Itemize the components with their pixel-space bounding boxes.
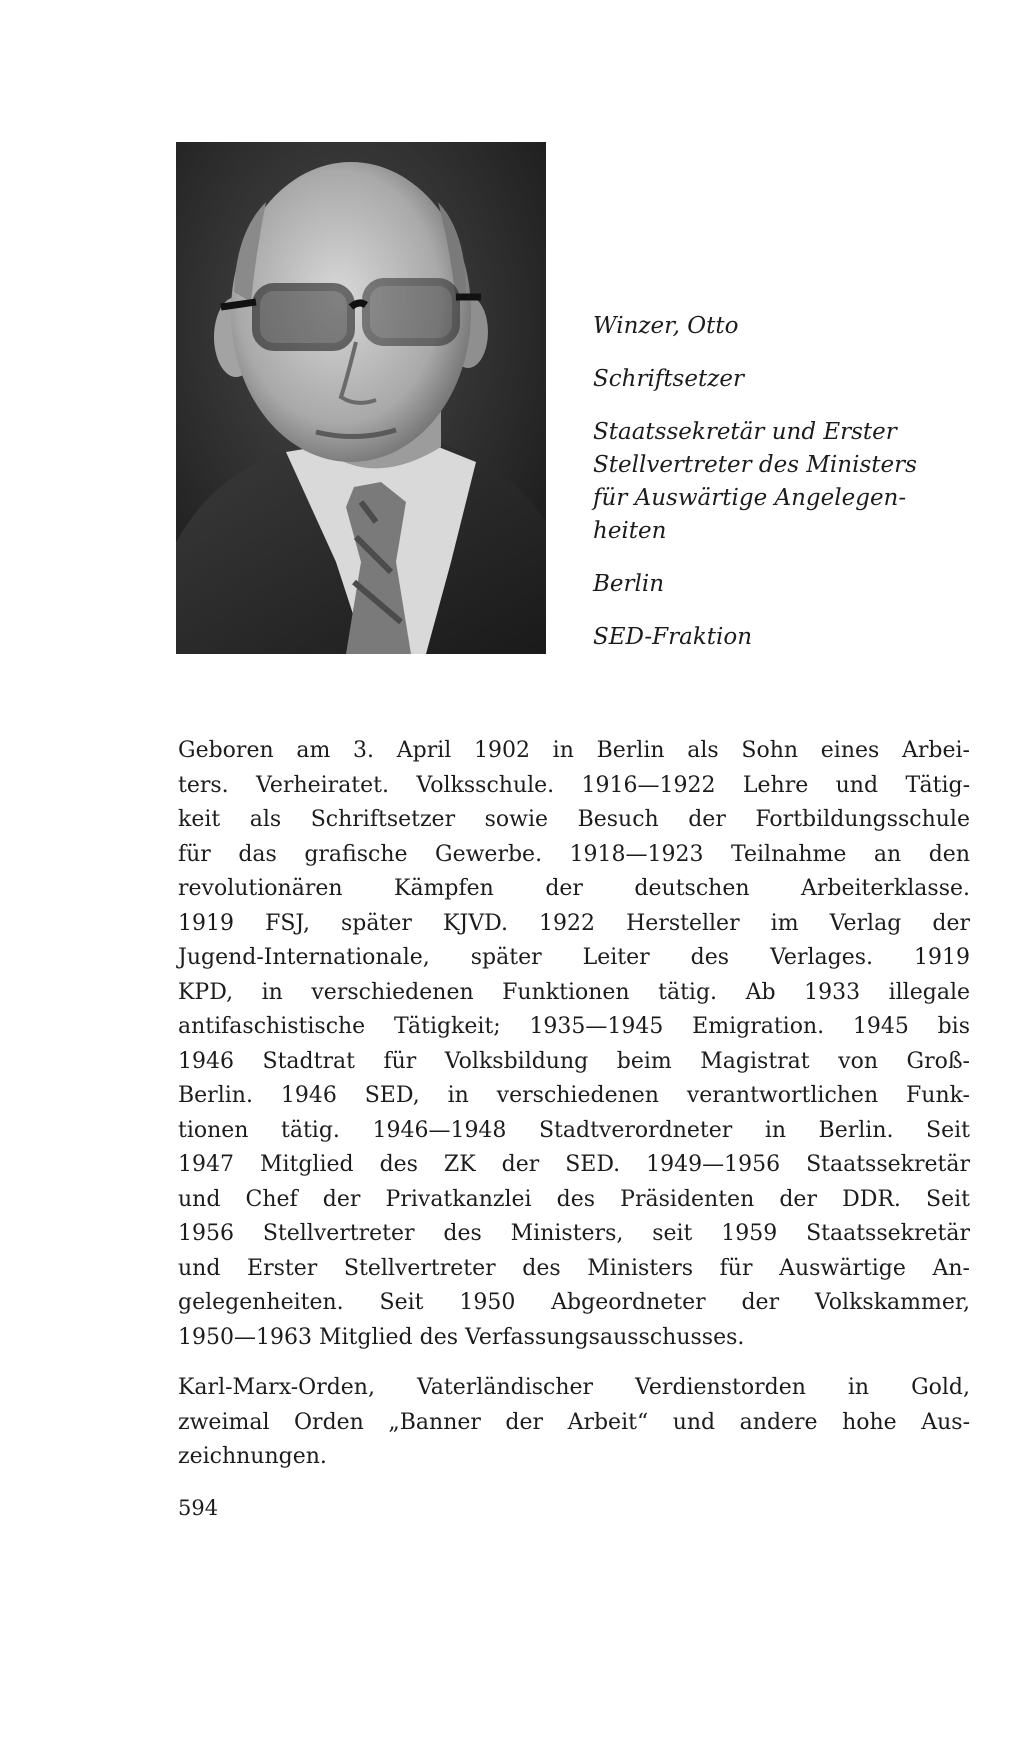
portrait-photo [176, 142, 546, 654]
position-line: heiten [593, 518, 667, 544]
text-line: 1919 FSJ, später KJVD. 1922 Hersteller im Verlag der [178, 910, 970, 936]
text-line: antifaschistische Tätigkeit; 1935—1945 Emigration. 1945 bis [178, 1014, 970, 1039]
paragraph-gap [178, 1355, 970, 1371]
person-faction: SED-Fraktion [593, 624, 753, 650]
biography-paragraph-2 [178, 1371, 970, 1475]
position-line: Staatssekretär und Erster [593, 419, 897, 445]
page-number: 594 [178, 1496, 219, 1520]
text-line: Karl-Marx-Orden, Vaterländischer Verdienstorden in Gold, [178, 1375, 970, 1400]
position-line: für Auswärtige Angelegen- [593, 485, 907, 511]
text-line: revolutionären Kämpfen der deutschen Arbeiterklasse. [178, 876, 970, 901]
text-line: und Chef der Privatkanzlei des Präsidenten der DDR. Seit [178, 1186, 970, 1212]
text-line: und Erster Stellvertreter des Ministers für Auswärtige An- [178, 1255, 970, 1281]
text-line: keit als Schriftsetzer sowie Besuch der Fortbildungsschule [178, 807, 970, 832]
text-line: 1946 Stadtrat für Volksbildung beim Magistrat von Groß- [178, 1048, 970, 1074]
portrait-image [176, 142, 546, 654]
text-line: zeichnungen. [178, 1444, 327, 1469]
person-location: Berlin [593, 571, 665, 597]
text-line: gelegenheiten. Seit 1950 Abgeordneter der Volkskammer, [178, 1290, 970, 1315]
text-line: zweimal Orden „Banner der Arbeit“ und andere hohe Aus- [178, 1409, 970, 1435]
text-line: 1947 Mitglied des ZK der SED. 1949—1956 Staatssekretär [178, 1152, 970, 1177]
person-caption [593, 310, 993, 674]
text-line: Berlin. 1946 SED, in verschiedenen verantwortlichen Funk- [178, 1083, 970, 1108]
person-profession: Schriftsetzer [593, 366, 744, 392]
text-line: ters. Verheiratet. Volksschule. 1916—1922 Lehre und Tätig- [178, 772, 970, 798]
person-position [593, 416, 993, 548]
position-line: Stellvertreter des Ministers [593, 452, 917, 478]
text-line: Jugend-Internationale, später Leiter des Verlages. 1919 [178, 945, 970, 970]
text-line: 1950—1963 Mitglied des Verfassungsausschusses. [178, 1324, 745, 1350]
text-line: Geboren am 3. April 1902 in Berlin als Sohn eines Arbei- [178, 738, 970, 763]
text-line: für das grafische Gewerbe. 1918—1923 Teilnahme an den [178, 841, 970, 867]
biography-paragraph-1 [178, 734, 970, 1355]
person-name: Winzer, Otto [593, 313, 739, 339]
text-line: KPD, in verschiedenen Funktionen tätig. Ab 1933 illegale [178, 979, 970, 1005]
text-line: tionen tätig. 1946—1948 Stadtverordneter in Berlin. Seit [178, 1117, 970, 1143]
biography-text [178, 734, 970, 1475]
text-line: 1956 Stellvertreter des Ministers, seit 1959 Staatssekretär [178, 1221, 970, 1246]
